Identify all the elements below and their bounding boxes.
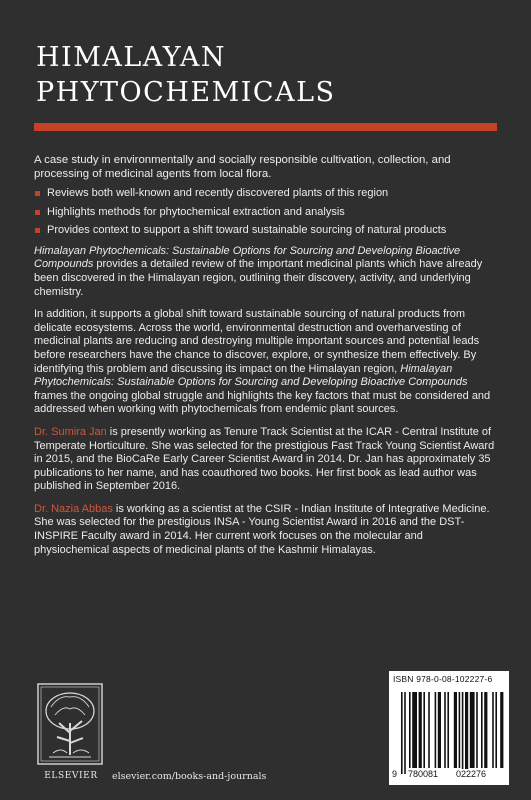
barcode-bar — [435, 692, 437, 768]
barcode-bar — [438, 692, 441, 768]
barcode-bar — [465, 692, 468, 774]
lead-statement: A case study in environmentally and socially responsible cultivation, collection, and processing of medicinal agents from local flora. — [34, 154, 451, 180]
title-line-2: PHYTOCHEMICALS — [36, 77, 336, 108]
barcode-bar — [470, 692, 475, 768]
barcode-bar — [401, 692, 403, 774]
publisher-url: elsevier.com/books-and-journals — [112, 771, 267, 782]
barcode-bar — [462, 692, 464, 774]
description-text: provides a detailed review of the important medicinal plants which have already been discovered in the Himalayan region, outlining their discovery, activity, and underlying chemistry. — [34, 258, 483, 298]
barcode-bar — [495, 692, 497, 768]
barcode-bar — [423, 692, 425, 768]
barcode-digit-first: 9 — [392, 769, 398, 779]
barcode-bar — [454, 692, 457, 768]
barcode-bar — [447, 692, 449, 768]
author-name: Dr. Nazia Abbas — [34, 502, 113, 515]
author-bio-2 — [34, 503, 498, 557]
barcode-bar — [419, 692, 422, 768]
barcode-digits-left: 780081 — [408, 769, 439, 779]
barcode-bar — [444, 692, 446, 768]
title-line-1: HIMALAYAN — [36, 42, 227, 73]
feature-item: Highlights methods for phytochemical extraction and analysis — [34, 206, 498, 220]
barcode-bar — [484, 692, 487, 768]
author-bio-text: is presently working as Tenure Track Scientist at the ICAR - Central Institute of Temperate Horticulture. She was selected for the prestigious Fast Track Young Scientist Award in 2015, and the BioCaRe Early Career Scientist Award in 2014. Dr. Jan has approximately 35 publications to her name, and has coauthored two books. Her first book as lead author was published in September 2016. — [34, 425, 495, 493]
barcode-bar — [412, 692, 417, 768]
barcode-bar — [500, 692, 503, 768]
author-name: Dr. Sumira Jan — [34, 425, 107, 438]
feature-item: Provides context to support a shift toward sustainable sourcing of natural products — [34, 224, 498, 238]
isbn-barcode-box — [389, 671, 509, 785]
isbn-label: ISBN 978-0-08-102227-6 — [393, 674, 493, 684]
description-paragraph-2 — [34, 308, 498, 417]
barcode-bar — [492, 692, 494, 768]
barcode-bar — [481, 692, 483, 768]
barcode-bar — [459, 692, 461, 768]
description-paragraph-1 — [34, 245, 498, 299]
back-cover-text — [34, 153, 498, 566]
elsevier-tree-logo — [37, 683, 103, 765]
description-text: frames the ongoing global struggle and highlights the key factors that must be considered and addressed when working with phytochemicals from endemic plant sources. — [34, 389, 491, 416]
barcode-bar — [476, 692, 478, 768]
barcode-digits-right: 022276 — [456, 769, 487, 779]
book-title-italic: Himalayan Phytochemicals: Sustainable Options for Sourcing and Developing Bioactive Compounds — [34, 362, 468, 389]
barcode-bar — [428, 692, 430, 768]
author-bio-text: is working as a scientist at the CSIR - Indian Institute of Integrative Medicine. She was selected for the prestigious INSA - Young Scientist Award in 2016 and the DST-INSPIRE Faculty award in 2014. Her current work focuses on the molecular and physiochemical aspects of medicinal plants of the Kashmir Himalayas. — [34, 502, 490, 556]
book-title — [36, 40, 506, 110]
description-text: In addition, it supports a global shift toward sustainable sourcing of natural products from delicate ecosystems. Across the world, environmental destruction and overharvesting of medicinal plants are reducing and destroying multiple important sources and potential leads before researchers have the chance to discover, explore, or synthesize them effectively. By identifying this problem and discussing its impact on the Himalayan region, — [34, 308, 480, 375]
feature-item: Reviews both well-known and recently discovered plants of this region — [34, 187, 498, 201]
barcode-bar — [409, 692, 411, 768]
barcode-bar — [404, 692, 406, 774]
publisher-name: ELSEVIER — [44, 771, 98, 781]
accent-rule — [34, 123, 497, 131]
author-bio-1 — [34, 426, 498, 494]
feature-list — [34, 187, 498, 238]
book-title-italic: Himalayan Phytochemicals: Sustainable Options for Sourcing and Developing Bioactive Compounds — [34, 244, 461, 271]
